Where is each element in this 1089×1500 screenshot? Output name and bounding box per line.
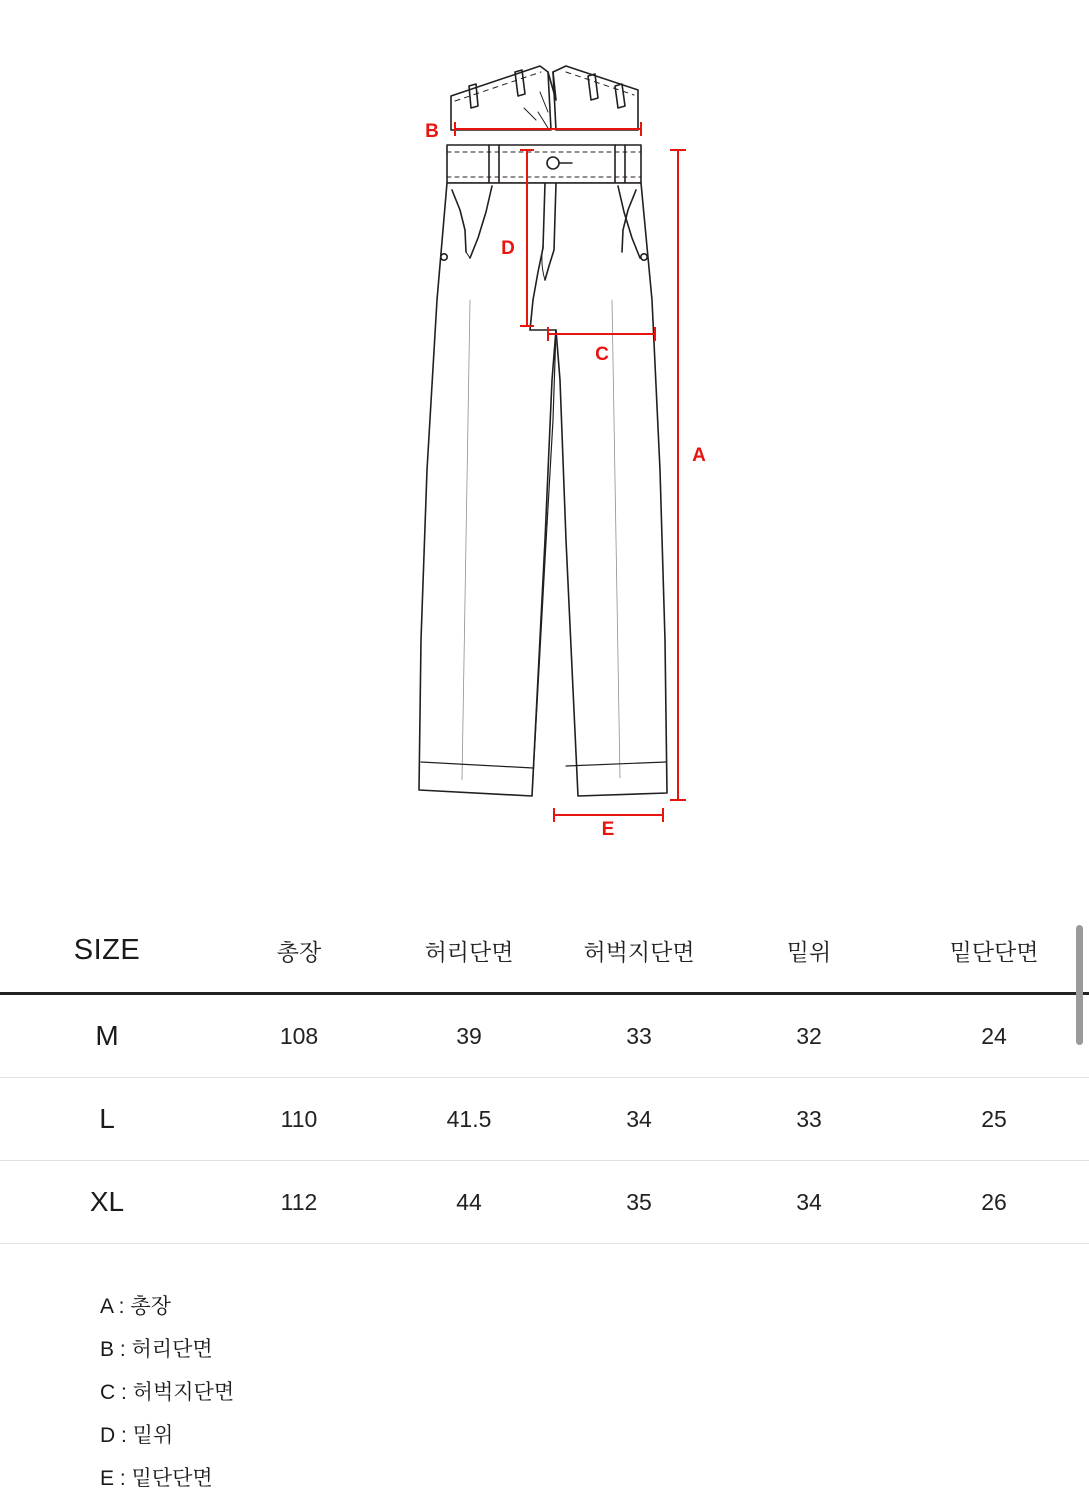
legend-item-c: C : 허벅지단면 — [100, 1381, 235, 1404]
size-table — [0, 908, 1089, 1244]
cell-waist: 44 — [456, 1188, 482, 1215]
cell-thigh: 33 — [626, 1022, 652, 1049]
cell-rise: 34 — [796, 1188, 822, 1215]
column-header-size: SIZE — [0, 908, 214, 994]
cell-thigh: 35 — [626, 1188, 652, 1215]
cell-hem: 25 — [981, 1105, 1007, 1132]
legend-item-d: D : 밑위 — [100, 1424, 174, 1447]
cell-waist: 39 — [456, 1022, 482, 1049]
marker-label-E: E — [601, 819, 615, 840]
column-header-waist: 허리단면 — [384, 908, 554, 994]
page-scrollbar-track[interactable] — [1079, 0, 1089, 1500]
cell-total-length: 112 — [280, 1188, 318, 1215]
table-row — [0, 1161, 1089, 1244]
page-scrollbar-thumb[interactable] — [1076, 925, 1083, 1045]
marker-label-D: D — [501, 238, 515, 259]
column-header-total-length: 총장 — [214, 908, 384, 994]
cell-thigh: 34 — [626, 1105, 652, 1132]
column-header-hem: 밑단단면 — [894, 908, 1089, 994]
cell-hem: 24 — [981, 1022, 1007, 1049]
cell-total-length: 110 — [280, 1105, 318, 1132]
cell-hem: 26 — [981, 1188, 1007, 1215]
legend-item-a: A : 총장 — [100, 1295, 171, 1318]
table-row — [0, 994, 1089, 1078]
row-size-label: L — [99, 1103, 115, 1134]
table-header-row — [0, 908, 1089, 994]
marker-label-C: C — [595, 344, 609, 365]
cell-rise: 33 — [796, 1105, 822, 1132]
column-header-thigh: 허벅지단면 — [554, 908, 724, 994]
row-size-label: XL — [89, 1186, 125, 1217]
cell-total-length: 108 — [279, 1022, 319, 1049]
legend-item-b: B : 허리단면 — [100, 1338, 213, 1361]
marker-label-A: A — [692, 445, 706, 466]
size-table-body — [0, 994, 1089, 1244]
cell-waist: 41.5 — [446, 1105, 492, 1132]
legend — [100, 1285, 600, 1500]
column-header-rise: 밑위 — [724, 908, 894, 994]
table-row — [0, 1078, 1089, 1161]
size-table-header — [0, 908, 1089, 994]
marker-label-B: B — [425, 121, 439, 142]
legend-item-e: E : 밑단단면 — [100, 1467, 213, 1490]
cell-rise: 32 — [796, 1022, 822, 1049]
row-size-label: M — [95, 1020, 119, 1051]
